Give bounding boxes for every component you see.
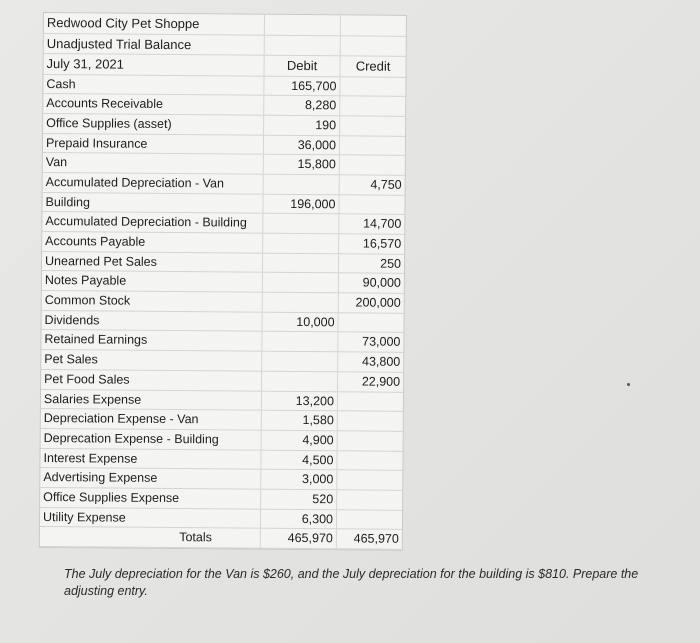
title-row-company — [44, 13, 406, 36]
credit-amount — [339, 136, 405, 155]
debit-amount: 6,300 — [260, 509, 336, 528]
credit-amount: 73,000 — [337, 333, 403, 352]
debit-amount — [262, 214, 338, 233]
credit-amount — [339, 116, 405, 135]
account-name: Pet Food Sales — [44, 371, 130, 387]
account-name: Office Supplies (asset) — [46, 115, 172, 131]
account-name: Office Supplies Expense — [43, 489, 180, 506]
debit-amount — [262, 293, 338, 312]
account-name: Dividends — [44, 312, 100, 328]
credit-amount: 250 — [338, 254, 404, 273]
account-name: Deprecation Expense - Building — [43, 430, 219, 447]
debit-amount: 520 — [260, 490, 336, 509]
credit-amount — [336, 451, 402, 470]
debit-amount: 3,000 — [260, 470, 336, 489]
debit-amount — [262, 273, 338, 292]
totals-label: Totals — [179, 530, 212, 545]
credit-header: Credit — [340, 56, 406, 76]
credit-amount: 16,570 — [338, 234, 404, 253]
debit-amount: 190 — [263, 116, 339, 135]
credit-amount — [336, 510, 402, 529]
credit-amount: 22,900 — [337, 372, 403, 391]
credit-amount — [339, 97, 405, 116]
trial-balance-table — [39, 12, 407, 551]
account-name: Accumulated Depreciation - Building — [45, 214, 247, 230]
credit-amount: 90,000 — [338, 274, 404, 293]
account-name: Accounts Receivable — [46, 96, 164, 112]
credit-amount — [336, 490, 402, 509]
debit-amount: 196,000 — [262, 194, 338, 213]
credit-amount — [337, 313, 403, 332]
credit-amount — [338, 195, 404, 214]
account-rows — [40, 75, 406, 531]
account-name: Accounts Payable — [45, 234, 146, 249]
credit-amount: 4,750 — [339, 175, 405, 194]
credit-amount: 43,800 — [337, 352, 403, 371]
account-name: Accumulated Depreciation - Van — [45, 174, 225, 191]
debit-amount — [261, 352, 337, 371]
credit-amount — [336, 471, 402, 490]
debit-amount: 4,500 — [260, 450, 336, 469]
account-name: Building — [45, 194, 91, 209]
credit-amount: 14,700 — [338, 215, 404, 234]
debit-amount: 4,900 — [261, 431, 337, 450]
debit-amount: 15,800 — [263, 155, 339, 174]
debit-header: Debit — [264, 56, 340, 76]
account-name: Depreciation Expense - Van — [43, 411, 199, 427]
company-name: Redwood City Pet Shoppe — [46, 15, 200, 32]
account-name: Advertising Expense — [43, 470, 158, 486]
credit-amount — [337, 431, 403, 450]
account-name: Cash — [46, 76, 76, 91]
debit-amount: 1,580 — [261, 411, 337, 430]
account-name: Prepaid Insurance — [45, 135, 148, 151]
credit-amount — [337, 392, 403, 411]
debit-amount — [261, 372, 337, 391]
title-row-date — [44, 54, 406, 77]
debit-amount — [261, 332, 337, 351]
totals-credit: 465,970 — [336, 530, 402, 549]
account-name: Salaries Expense — [43, 391, 142, 407]
totals-debit: 465,970 — [260, 529, 336, 548]
debit-amount: 10,000 — [262, 312, 338, 331]
debit-amount: 165,700 — [263, 76, 339, 95]
credit-amount: 200,000 — [338, 293, 404, 312]
title-row-report — [44, 34, 406, 57]
debit-amount — [262, 234, 338, 253]
account-name: Utility Expense — [42, 509, 126, 525]
account-name: Unearned Pet Sales — [44, 253, 157, 269]
debit-amount — [262, 253, 338, 272]
account-name: Pet Sales — [44, 352, 98, 367]
report-date: July 31, 2021 — [46, 56, 124, 72]
stray-mark — [627, 383, 630, 386]
question-note: The July depreciation for the Van is $260, and the July depreciation for the building is $810. Prepare the adjusting entry. — [64, 567, 639, 598]
debit-amount: 36,000 — [263, 135, 339, 154]
debit-amount — [263, 175, 339, 194]
debit-amount: 13,200 — [261, 391, 337, 410]
account-name: Van — [45, 155, 68, 170]
account-name: Interest Expense — [43, 450, 138, 466]
account-name: Notes Payable — [44, 273, 127, 289]
credit-amount — [339, 77, 405, 96]
credit-amount — [339, 156, 405, 175]
debit-amount: 8,280 — [263, 96, 339, 115]
report-name: Unadjusted Trial Balance — [46, 35, 192, 52]
totals-row — [40, 527, 402, 550]
credit-amount — [337, 412, 403, 431]
account-name: Retained Earnings — [44, 332, 148, 348]
account-name: Common Stock — [44, 293, 131, 308]
